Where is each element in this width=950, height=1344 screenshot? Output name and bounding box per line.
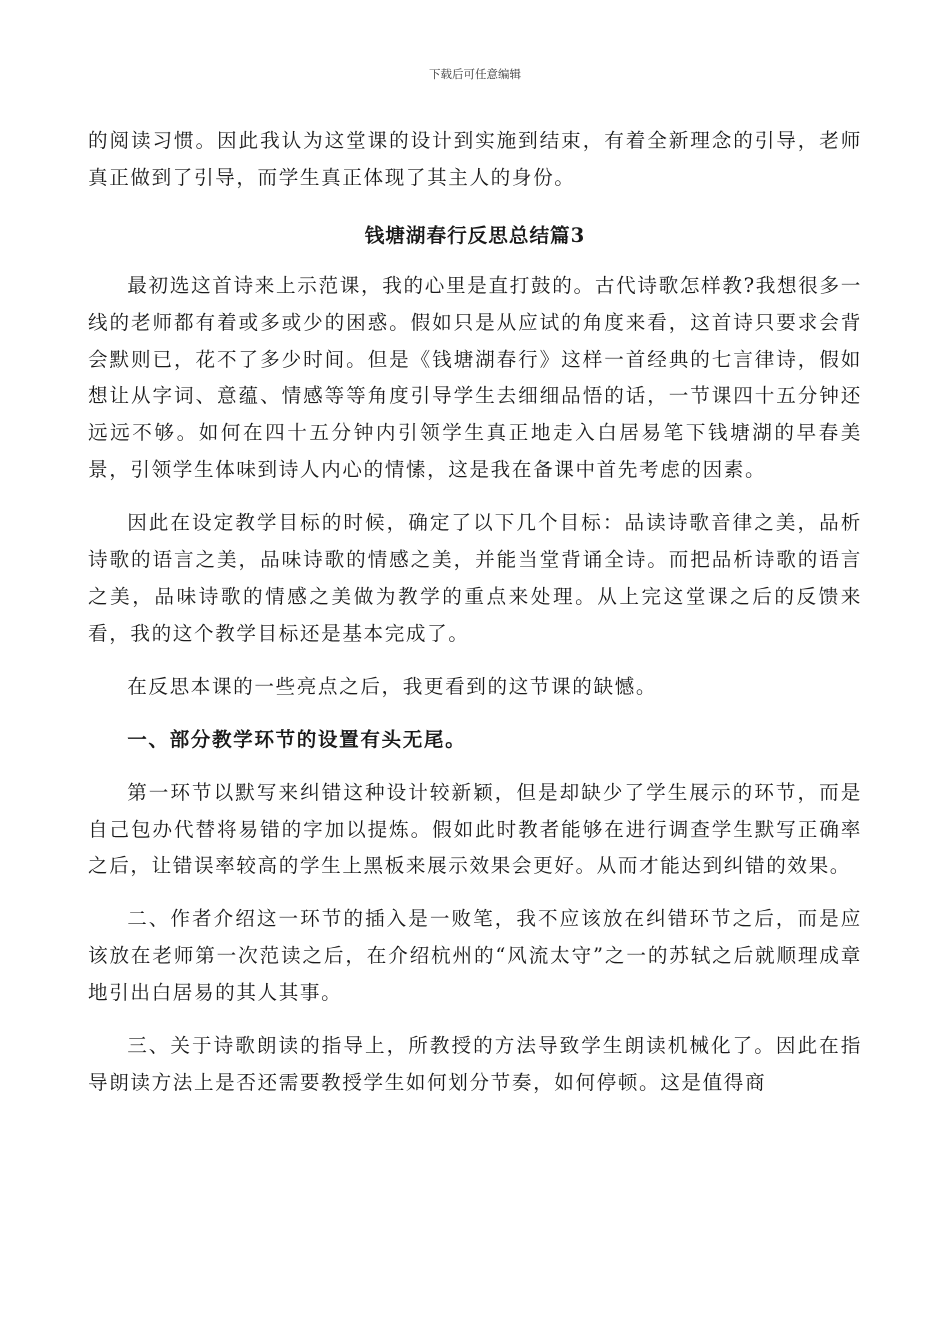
paragraph-4: 第一环节以默写来纠错这种设计较新颖，但是却缺少了学生展示的环节，而是自己包办代替将易错的字加以提炼。假如此时教者能够在进行调查学生默写正确率之后，让错误率较高的学生上黑板来展示效果会更好。从而才能达到纠错的效果。 xyxy=(88,780,862,878)
paragraph-3: 在反思本课的一些亮点之后，我更看到的这节课的缺憾。 xyxy=(127,674,658,698)
section-title: 钱塘湖春行反思总结篇3 xyxy=(364,223,586,247)
paragraph-1: 最初选这首诗来上示范课，我的心里是直打鼓的。古代诗歌怎样教?我想很多一线的老师都有着或多或少的困惑。假如只是从应试的角度来看，这首诗只要求会背会默则已，花不了多少时间。但是《钱塘湖春行》这样一首经典的七言律诗，假如想让从字词、意蕴、情感等等角度引导学生去细细品悟的话，一节课四十五分钟还远远不够。如何在四十五分钟内引领学生真正地走入白居易笔下钱塘湖的早春美景，引领学生体味到诗人内心的情愫，这是我在备课中首先考虑的因素。 xyxy=(88,273,862,482)
paragraph-intro: 的阅读习惯。因此我认为这堂课的设计到实施到结束，有着全新理念的引导，老师真正做到了引导，而学生真正体现了其主人的身份。 xyxy=(88,129,862,189)
paragraph-2: 因此在设定教学目标的时候，确定了以下几个目标：品读诗歌音律之美，品析诗歌的语言之美，品味诗歌的情感之美，并能当堂背诵全诗。而把品析诗歌的语言之美，品味诗歌的情感之美做为教学的重点来处理。从上完这堂课之后的反馈来看，我的这个教学目标还是基本完成了。 xyxy=(88,511,862,645)
document-body xyxy=(88,123,862,1102)
paragraph-6: 三、关于诗歌朗读的指导上，所教授的方法导致学生朗读机械化了。因此在指导朗读方法上是否还需要教授学生如何划分节奏，如何停顿。这是值得商 xyxy=(88,1034,862,1094)
header-note: 下载后可任意编辑 xyxy=(429,67,521,81)
subsection-heading: 一、部分教学环节的设置有头无尾。 xyxy=(127,727,467,751)
paragraph-5: 二、作者介绍这一环节的插入是一败笔，我不应该放在纠错环节之后，而是应该放在老师第一次范读之后，在介绍杭州的“风流太守”之一的苏轼之后就顺理成章地引出白居易的其人其事。 xyxy=(88,907,862,1005)
